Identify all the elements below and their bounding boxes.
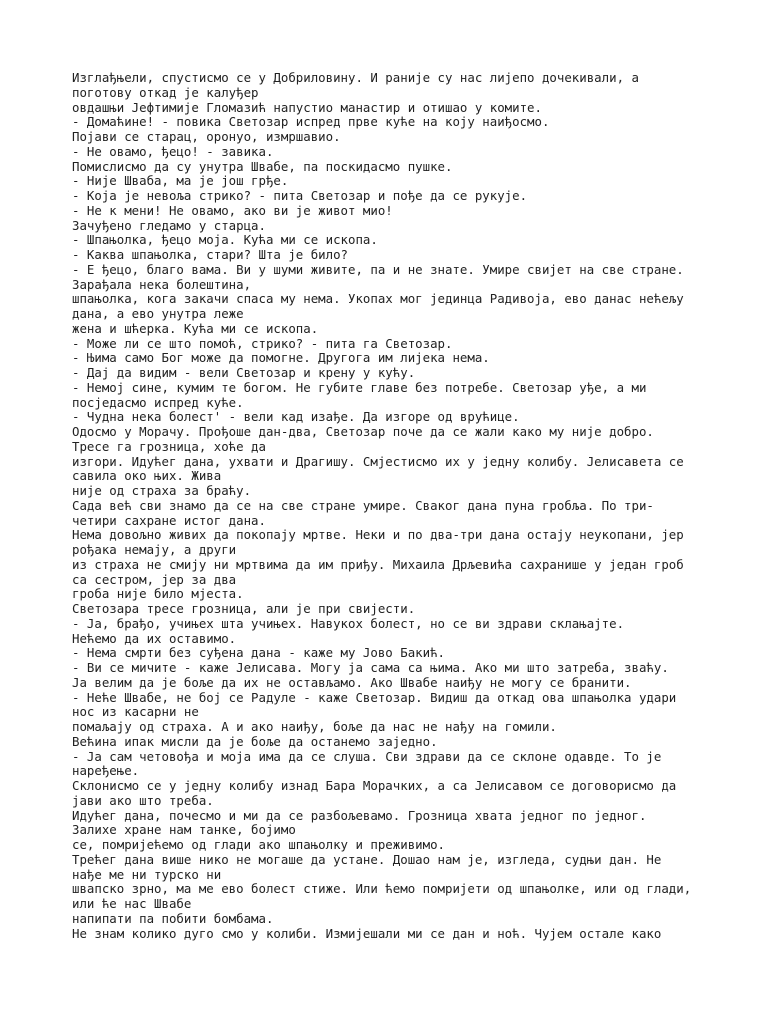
text-line: - Шпањолка, ђецо моја. Кућа ми се ископа. [72,232,378,248]
text-line: дана, а ево унутра леже [72,306,244,321]
text-line: - Чудна нека болест' - вели кад изађе. Да изгоре од врућице. [72,409,520,425]
text-line: - Која је невоља стрико? - пита Светозар и пође да се рукује. [72,188,528,203]
text-line: - Нема смрти без суђена дана - каже му Јово Бакић. [72,645,445,661]
text-line: жена и шћерка. Кућа ми се ископа. [72,320,319,336]
text-line: савила око њих. Жива [72,468,222,484]
text-line: нађе ме ни турско ни [72,866,222,882]
text-line: - Дај да видим - вели Светозар и крену у кућу. [72,365,416,380]
text-line: - Може ли се што помоћ, стрико? - пита га Светозар. [72,335,453,351]
text-line: - Не к мени! Не овамо, ако ви је живот мио! [72,202,393,218]
text-line: Сада већ сви знамо да се на све стране умире. Сваког дана пуна гробља. По три- [72,497,654,513]
text-line: - Ја, брађо, учињех шта учињех. Навукох болест, но се ви здрави склањајте. [72,615,625,631]
text-line: - Домаћине! - повика Светозар испред прве куће на коју наиђосмо. [72,114,550,130]
text-line: - Њима само Бог може да помогне. Другога им лијека нема. [72,350,490,366]
text-line: швапско зрно, ма ме ево болест стиже. Или ћемо помријети од шпањолке, или од глади, [72,881,692,897]
text-line: овдашњи Јефтимије Гломазић напустио манастир и отишао у комите. [72,99,542,115]
text-line: нос из касарни не [72,704,199,720]
text-line: - Немој сине, кумим те богом. Не губите главе без потребе. Светозар уђе, а ми [72,379,647,395]
text-line: Појави се старац, оронуо, измршавио. [72,129,341,144]
text-line: Одосмо у Морачу. Прођоше дан-два, Светозар поче да се жали како му није добро. [72,424,654,439]
text-line: са сестром, јер за два [72,571,237,587]
text-line: Зарађала нека болештина, [72,276,252,292]
text-line: Светозара тресе грозница, али је при свијести. [72,601,416,616]
text-line: се, помријећемо од глади ако шпањолку и преживимо. [72,837,445,852]
text-line: Тресе га грозница, хоће да [72,438,266,454]
text-line: - Није Шваба, ма је још грђе. [72,173,289,189]
text-line: Нећемо да их оставимо. [72,630,237,646]
text-line: Идућег дана, почесмо и ми да се разбољевамо. Грозница хвата једног по једног. [72,807,647,823]
text-line: - Е ђецо, благо вама. Ви у шуми живите, па и не знате. Умире свијет на све стране. [72,261,684,277]
document-page [72,71,722,941]
text-line: Не знам колико дуго смо у колиби. Измијешали ми се дан и ноћ. Чујем остале како [72,925,662,941]
text-line: - Не овамо, ђецо! - завика. [72,143,274,159]
text-line: Склонисмо се у једну колибу изнад Бара Морачких, а са Јелисавом се договорисмо да [72,778,677,793]
text-line: није од страха за браћу. [72,483,252,498]
text-line: јави ако што треба. [72,792,214,808]
text-line: Трећег дана више нико не могаше да устане. Дошао нам је, изгледа, судњи дан. Не [72,851,662,867]
text-line: - Ја сам четовођа и моја има да се слуша. Сви здрави да се склоне одавде. То је [72,748,662,764]
text-line: четири сахране истог дана. [72,512,266,528]
text-line: посједасмо испред куће. [72,394,244,410]
text-line: поготову откад је калуђер [72,84,259,100]
text-line: Помислисмо да су унутра Швабе, па поскидасмо пушке. [72,158,453,174]
text-line: напипати па побити бомбама. [72,910,274,926]
text-line: наређење. [72,763,140,779]
text-line: - Ви се мичите - каже Јелисава. Могу ја сама са њима. Ако ми што затреба, зваћу. [72,660,669,675]
text-line: Зачуђено гледамо у старца. [72,217,266,233]
text-line: Ја велим да је боље да их не остављамо. Ако Швабе наиђу не могу се бранити. [72,674,632,690]
text-line: Залихе хране нам танке, бојимо [72,822,296,838]
text-line: рођака немају, а други [72,542,237,557]
text-line: из страха не смију ни мртвима да им приђу. Михаила Дрљевића сахранише у један гроб [72,556,684,572]
text-line: или ће нас Швабе [72,896,192,911]
text-line: помаљају од страха. А и ако наиђу, боље да нас не нађу на гомили. [72,719,557,734]
text-line: Већина ипак мисли да је боље да останемо заједно. [72,733,438,749]
text-line: изгори. Идућег дана, ухвати и Драгишу. Смјестисмо их у једну колибу. Јелисавета се [72,453,684,469]
text-line: шпањолка, кога закачи спаса му нема. Укопах мог јединца Радивоја, ево данас нећељу [72,291,684,307]
text-line: Нема довољно живих да покопају мртве. Неки и по два-три дана остају неукопани, јер [72,527,684,543]
text-line: - Каква шпањолка, стари? Шта је било? [72,247,349,262]
text-line: - Неће Швабе, не бој се Радуле - каже Светозар. Видиш да откад ова шпањолка удари [72,689,677,705]
text-line: гроба није било мјеста. [72,586,244,602]
text-line: Изглађњели, спустисмо се у Добриловину. И раније су нас лијепо дочекивали, а [72,70,639,85]
